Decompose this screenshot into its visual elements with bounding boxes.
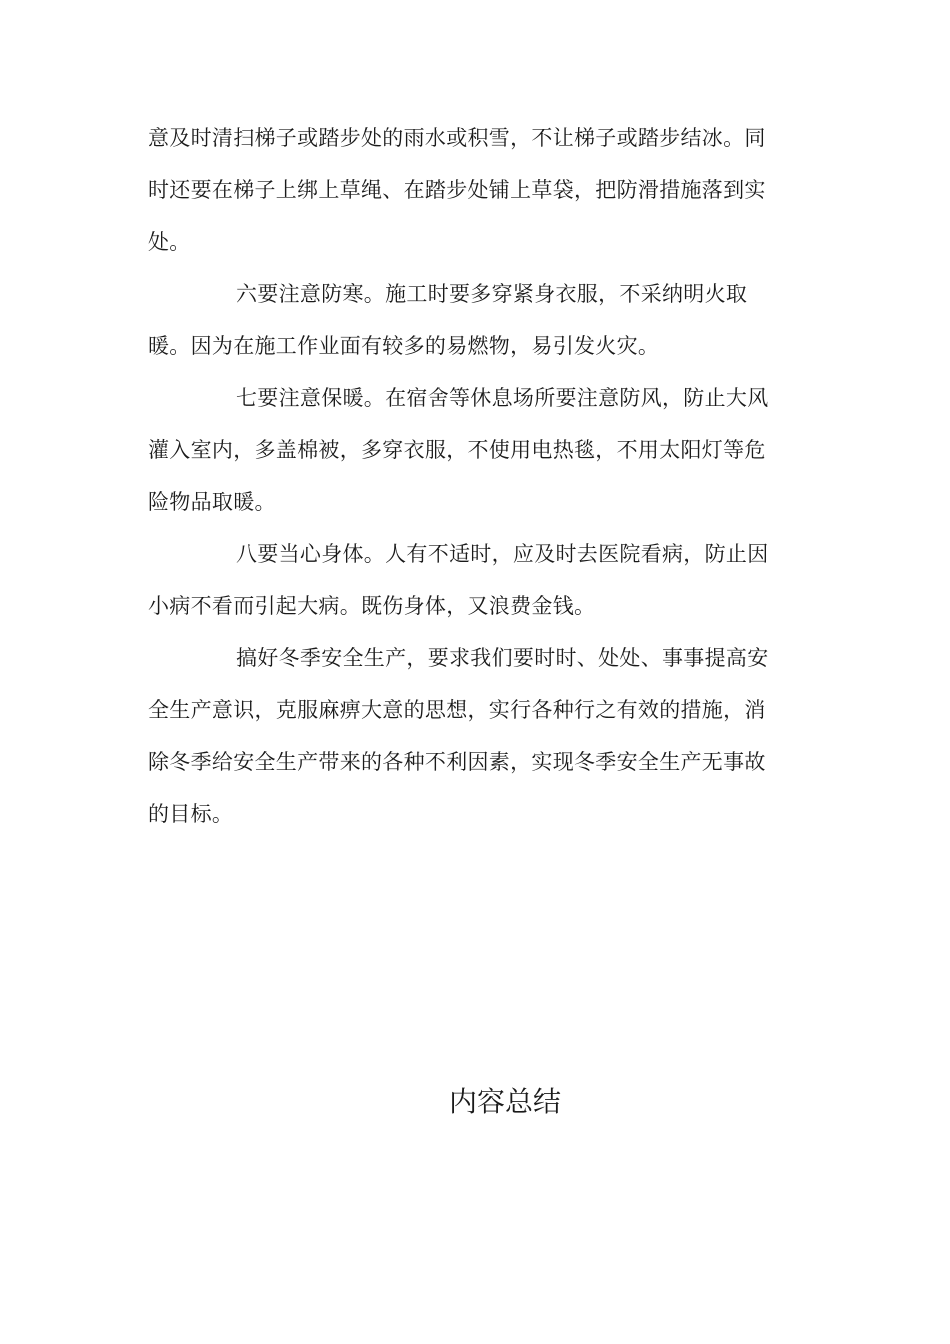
line: 六要注意防寒。施工时要多穿紧身衣服，不采纳明火取 [236,282,748,306]
summary-heading: 内容总结 [448,1085,561,1118]
line: 的目标。 [148,802,234,826]
line: 险物品取暖。 [148,490,276,514]
line: 搞好冬季安全生产，要求我们要时时、处处、事事提高安 [236,646,769,670]
line: 处。 [148,230,191,254]
paragraph-continuation [148,112,798,268]
line: 全生产意识，克服麻痹大意的思想，实行各种行之有效的措施，消 [148,698,766,722]
paragraph-eight [148,528,798,632]
line: 除冬季给安全生产带来的各种不利因素，实现冬季安全生产无事故 [148,750,766,774]
paragraph-conclusion [148,632,798,840]
line: 灌入室内，多盖棉被，多穿衣服，不使用电热毯，不用太阳灯等危 [148,438,766,462]
line: 小病不看而引起大病。既伤身体，又浪费金钱。 [148,594,596,618]
body-text [148,112,798,840]
line: 八要当心身体。人有不适时，应及时去医院看病，防止因 [236,542,769,566]
line: 意及时清扫梯子或踏步处的雨水或积雪，不让梯子或踏步结冰。同 [148,126,766,150]
line: 七要注意保暖。在宿舍等休息场所要注意防风，防止大风 [236,386,769,410]
paragraph-six [148,268,798,372]
line: 时还要在梯子上绑上草绳、在踏步处铺上草袋，把防滑措施落到实 [148,178,766,202]
line: 暖。因为在施工作业面有较多的易燃物，易引发火灾。 [148,334,660,358]
paragraph-seven [148,372,798,528]
